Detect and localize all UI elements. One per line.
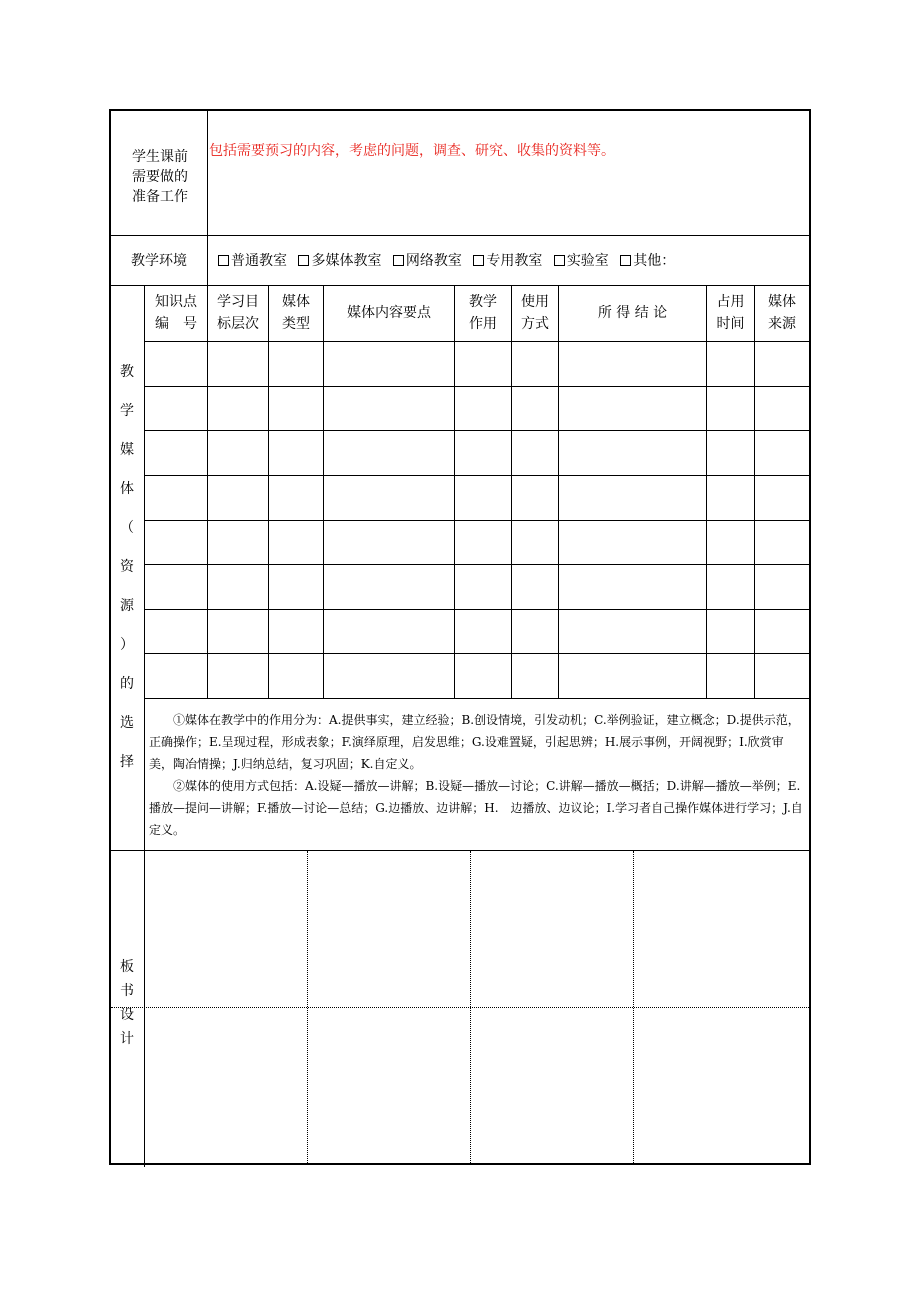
media-cell-col-usage-mode[interactable] <box>512 431 558 474</box>
option-multimedia-classroom[interactable] <box>291 252 381 270</box>
option-laboratory[interactable] <box>547 252 609 270</box>
media-cell-col-media-type[interactable] <box>269 342 323 385</box>
option-label: 其他： <box>633 253 676 269</box>
media-side-char: （ <box>120 520 134 536</box>
board-divider <box>111 1007 809 1008</box>
media-side-char: 选 <box>120 715 134 731</box>
media-cell-col-usage-mode[interactable] <box>512 342 558 385</box>
media-cell-col-source[interactable] <box>755 521 809 564</box>
media-cell-col-knowledge-number[interactable] <box>145 610 207 653</box>
media-cell-col-time[interactable] <box>707 610 754 653</box>
media-cell-col-time[interactable] <box>707 342 754 385</box>
media-cell-col-media-type[interactable] <box>269 654 323 697</box>
option-label: 普通教室 <box>231 253 287 269</box>
media-cell-col-objective-level[interactable] <box>208 521 268 564</box>
media-cell-col-knowledge-number[interactable] <box>145 431 207 474</box>
media-cell-col-objective-level[interactable] <box>208 387 268 430</box>
media-cell-col-source[interactable] <box>755 476 809 519</box>
media-cell-col-source[interactable] <box>755 342 809 385</box>
board-divider <box>633 851 634 1165</box>
media-side-char: 教 <box>120 364 134 380</box>
media-cell-col-source[interactable] <box>755 610 809 653</box>
checkbox-icon <box>218 255 229 266</box>
media-cell-col-content-points[interactable] <box>324 431 454 474</box>
media-cell-col-objective-level[interactable] <box>208 476 268 519</box>
header-line: 学习目 <box>217 294 259 310</box>
header-line: 占用 <box>716 294 745 310</box>
prep-label <box>115 147 205 207</box>
media-cell-col-teaching-role[interactable] <box>455 521 511 564</box>
media-cell-col-media-type[interactable] <box>269 431 323 474</box>
board-side-char: 计 <box>120 1031 134 1047</box>
board-side-char: 设 <box>120 1007 134 1023</box>
media-cell-col-content-points[interactable] <box>324 387 454 430</box>
checkbox-icon <box>298 255 309 266</box>
checkbox-icon <box>393 255 404 266</box>
header-col-conclusion <box>559 302 706 324</box>
media-cell-col-usage-mode[interactable] <box>512 654 558 697</box>
media-cell-col-teaching-role[interactable] <box>455 387 511 430</box>
header-col-time <box>707 291 754 335</box>
media-cell-col-conclusion[interactable] <box>559 431 706 474</box>
media-cell-col-media-type[interactable] <box>269 610 323 653</box>
media-cell-col-conclusion[interactable] <box>559 387 706 430</box>
media-cell-col-conclusion[interactable] <box>559 476 706 519</box>
media-cell-col-objective-level[interactable] <box>208 654 268 697</box>
option-regular-classroom[interactable] <box>211 252 287 270</box>
media-side-char: ） <box>120 637 134 653</box>
option-label: 网络教室 <box>405 253 462 269</box>
environment-options <box>211 252 809 270</box>
prep-label-line-3: 准备工作 <box>132 189 188 205</box>
header-line: 媒体内容要点 <box>347 305 431 321</box>
media-cell-col-source[interactable] <box>755 387 809 430</box>
media-cell-col-teaching-role[interactable] <box>455 610 511 653</box>
media-cell-col-time[interactable] <box>707 521 754 564</box>
media-cell-col-usage-mode[interactable] <box>512 476 558 519</box>
media-cell-col-content-points[interactable] <box>324 476 454 519</box>
media-cell-col-time[interactable] <box>707 387 754 430</box>
media-cell-col-objective-level[interactable] <box>208 342 268 385</box>
header-line: 作用 <box>469 316 497 332</box>
media-cell-col-content-points[interactable] <box>324 654 454 697</box>
media-cell-col-knowledge-number[interactable] <box>145 387 207 430</box>
media-cell-col-knowledge-number[interactable] <box>145 654 207 697</box>
media-cell-col-teaching-role[interactable] <box>455 654 511 697</box>
header-col-objective-level <box>208 291 268 335</box>
media-cell-col-time[interactable] <box>707 654 754 697</box>
media-cell-col-time[interactable] <box>707 431 754 474</box>
lesson-plan-sheet <box>109 109 811 1165</box>
checkbox-icon <box>473 255 484 266</box>
media-cell-col-usage-mode[interactable] <box>512 565 558 608</box>
header-col-media-type <box>269 291 323 335</box>
header-line: 方式 <box>521 316 549 332</box>
option-label: 专用教室 <box>486 253 543 269</box>
environment-label: 教学环境 <box>131 253 187 269</box>
media-side-char: 的 <box>120 676 134 692</box>
media-cell-col-usage-mode[interactable] <box>512 610 558 653</box>
media-cell-col-content-points[interactable] <box>324 521 454 564</box>
media-cell-col-knowledge-number[interactable] <box>145 565 207 608</box>
header-line: 类型 <box>282 316 310 332</box>
checkbox-icon <box>554 255 565 266</box>
prep-label-line-2: 需要做的 <box>132 169 188 185</box>
prep-label-line-1: 学生课前 <box>132 149 188 165</box>
media-cell-col-media-type[interactable] <box>269 565 323 608</box>
header-line: 时间 <box>716 316 745 332</box>
media-cell-col-conclusion[interactable] <box>559 521 706 564</box>
media-cell-col-usage-mode[interactable] <box>512 521 558 564</box>
media-cell-col-source[interactable] <box>755 654 809 697</box>
header-line: 媒体 <box>768 294 796 310</box>
media-cell-col-media-type[interactable] <box>269 476 323 519</box>
header-line: 使用 <box>521 294 549 310</box>
header-col-teaching-role <box>455 291 511 335</box>
media-cell-col-objective-level[interactable] <box>208 431 268 474</box>
option-label: 实验室 <box>566 253 609 269</box>
header-line: 所 得 结 论 <box>597 305 668 321</box>
media-cell-col-content-points[interactable] <box>324 565 454 608</box>
header-line: 媒体 <box>282 294 310 310</box>
media-cell-col-conclusion[interactable] <box>559 565 706 608</box>
option-label: 多媒体教室 <box>311 253 382 269</box>
header-line: 知识点 <box>155 294 197 310</box>
option-special-classroom[interactable] <box>466 252 542 270</box>
board-side-char: 板 <box>120 959 134 975</box>
board-divider <box>307 851 308 1165</box>
media-side-char: 媒 <box>120 442 134 458</box>
media-side-char: 择 <box>120 754 134 770</box>
media-cell-col-time[interactable] <box>707 565 754 608</box>
media-cell-col-teaching-role[interactable] <box>455 431 511 474</box>
media-side-char: 体 <box>120 481 134 497</box>
header-line: 教学 <box>469 294 497 310</box>
option-other[interactable] <box>613 252 675 270</box>
board-side-char: 书 <box>120 983 134 999</box>
header-line: 标层次 <box>217 316 259 332</box>
media-notes <box>149 709 807 841</box>
media-cell-col-source[interactable] <box>755 565 809 608</box>
media-side-char: 资 <box>120 559 134 575</box>
header-col-content-points <box>324 302 454 324</box>
board-divider <box>470 851 471 1165</box>
media-cell-col-time[interactable] <box>707 476 754 519</box>
media-cell-col-objective-level[interactable] <box>208 610 268 653</box>
media-cell-col-media-type[interactable] <box>269 387 323 430</box>
media-cell-col-content-points[interactable] <box>324 342 454 385</box>
media-cell-col-source[interactable] <box>755 431 809 474</box>
media-cell-col-conclusion[interactable] <box>559 610 706 653</box>
media-cell-col-teaching-role[interactable] <box>455 565 511 608</box>
checkbox-icon <box>620 255 631 266</box>
media-cell-col-teaching-role[interactable] <box>455 342 511 385</box>
media-cell-col-knowledge-number[interactable] <box>145 521 207 564</box>
header-col-knowledge-number <box>145 291 207 335</box>
header-line: 编 号 <box>155 316 197 332</box>
media-cell-col-knowledge-number[interactable] <box>145 342 207 385</box>
media-cell-col-usage-mode[interactable] <box>512 387 558 430</box>
header-col-usage-mode <box>512 291 558 335</box>
media-note-roles: ①媒体在教学中的作用分为：A.提供事实，建立经验；B.创设情境，引发动机；C.举例验证，建立概念；D.提供示范，正确操作；E.呈现过程，形成表象；F.演绎原理，启发思维；G.设难置疑，引起思辨；H.展示事例，开阔视野；I.欣赏审美，陶冶情操；J.归纳总结，复习巩固；K.自定义。 <box>149 713 800 771</box>
media-cell-col-knowledge-number[interactable] <box>145 476 207 519</box>
option-network-classroom[interactable] <box>386 252 462 270</box>
media-cell-col-media-type[interactable] <box>269 521 323 564</box>
header-line: 来源 <box>768 316 796 332</box>
media-cell-col-conclusion[interactable] <box>559 654 706 697</box>
media-side-char: 学 <box>120 403 134 419</box>
media-cell-col-teaching-role[interactable] <box>455 476 511 519</box>
media-cell-col-conclusion[interactable] <box>559 342 706 385</box>
prep-content: 包括需要预习的内容，考虑的问题，调查、研究、收集的资料等。 <box>209 143 615 159</box>
media-cell-col-objective-level[interactable] <box>208 565 268 608</box>
header-col-source <box>755 291 809 335</box>
media-cell-col-content-points[interactable] <box>324 610 454 653</box>
media-side-char: 源 <box>120 598 134 614</box>
media-note-usage: ②媒体的使用方式包括：A.设疑—播放—讲解；B.设疑—播放—讨论；C.讲解—播放—概括；D.讲解—播放—举例；E.播放—提问—讲解；F.播放—讨论—总结；G.边播放、边讲解；H. 边播放、边议论；I.学习者自己操作媒体进行学习；J.自定义。 <box>149 779 803 837</box>
